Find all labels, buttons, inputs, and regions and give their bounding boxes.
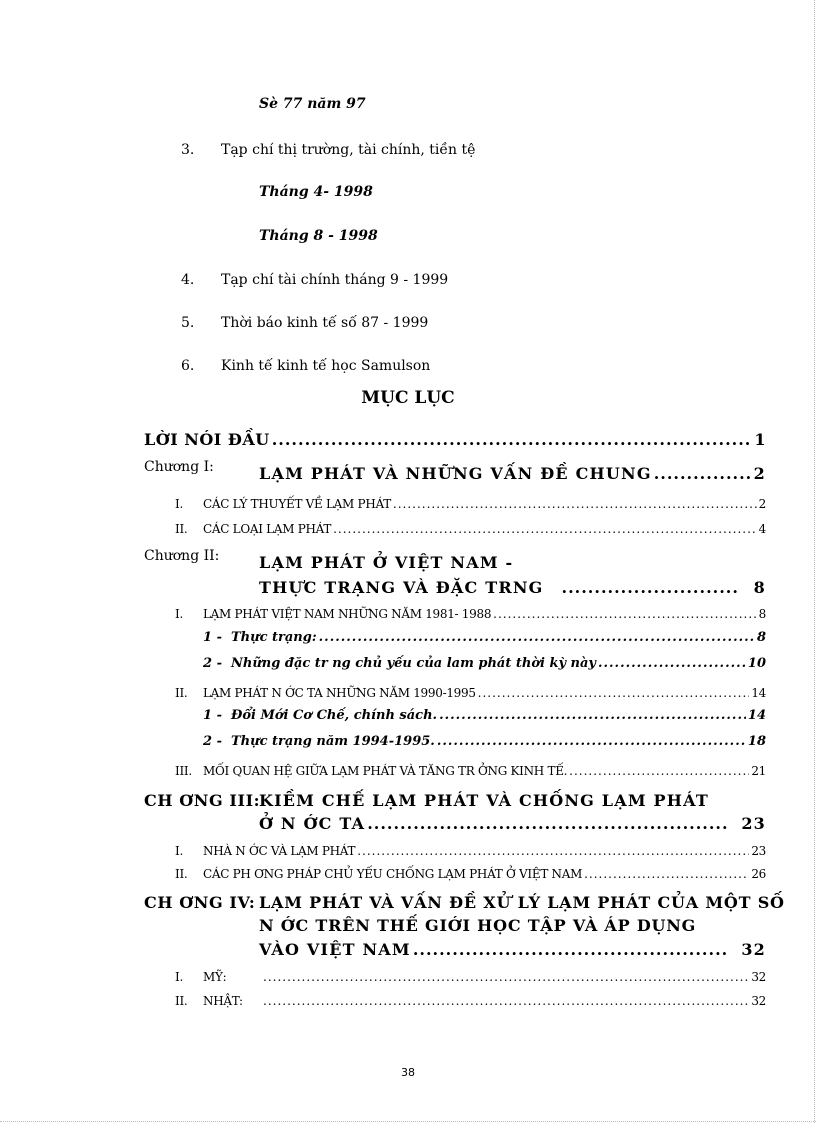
- section-number: II.: [175, 522, 188, 536]
- chapter-label: Chương II:: [144, 548, 220, 564]
- toc-page-number: 2: [753, 464, 766, 483]
- toc-leader-dots: [562, 578, 738, 597]
- toc-leader-dots: [263, 970, 749, 984]
- toc-subsection[interactable]: [231, 708, 766, 723]
- subsection-number: 1 -: [203, 630, 222, 645]
- toc-page-number: 32: [741, 940, 766, 959]
- section-title: CÁC PH ƠNG PHÁP CHỦ YẾU CHỐNG LẠM PHÁT Ở VIỆT NAM: [203, 867, 583, 881]
- toc-chapter-4[interactable]: [259, 940, 766, 959]
- toc-section[interactable]: [203, 607, 766, 621]
- toc-page-number: 21: [751, 764, 766, 778]
- chapter-title: LẠM PHÁT VÀ NHỮNG VẤN ĐỀ CHUNG: [259, 464, 652, 483]
- section-number: II.: [175, 686, 188, 700]
- subsection-number: 2 -: [203, 656, 222, 671]
- toc-leader-dots: [263, 994, 749, 1008]
- page-number: 38: [401, 1066, 415, 1079]
- toc-page-number: 8: [758, 607, 766, 621]
- toc-title: MỤC LỤC: [361, 388, 455, 408]
- toc-leader-dots: [319, 630, 755, 645]
- toc-page-number: 4: [758, 522, 766, 536]
- toc-leader-dots: [272, 430, 753, 449]
- toc-section[interactable]: [203, 844, 766, 858]
- toc-page-number: 10: [747, 656, 766, 671]
- section-number: II.: [175, 867, 188, 881]
- toc-leader-dots: [333, 522, 757, 536]
- toc-page-number: 8: [756, 630, 766, 645]
- section-title: MỐI QUAN HỆ GIỮA LẠM PHÁT VÀ TĂNG TR ỞNG KINH TẾ.: [203, 764, 568, 778]
- section-number: I.: [175, 497, 183, 511]
- section-title: NHẬT:: [203, 994, 243, 1008]
- section-title: MỸ:: [203, 970, 227, 984]
- chapter-title: Ở N ỚC TA: [259, 814, 366, 833]
- reference-text: Tạp chí thị trường, tài chính, tiền tệ: [221, 142, 476, 158]
- chapter-title: LẠM PHÁT VÀ VẤN ĐỀ XỬ LÝ LẠM PHÁT CỦA MỘT SỐ: [259, 893, 785, 912]
- section-title: LẠM PHÁT N ỚC TA NHỮNG NĂM 1990-1995: [203, 686, 476, 700]
- toc-page-number: 18: [747, 734, 766, 749]
- section-number: II.: [175, 994, 188, 1008]
- section-number: III.: [175, 764, 192, 778]
- toc-page-number: 1: [754, 430, 766, 449]
- reference-date: Tháng 4- 1998: [259, 184, 373, 200]
- chapter-label: Chương I:: [144, 459, 214, 475]
- toc-entry-intro[interactable]: [144, 430, 766, 449]
- reference-number: 5.: [181, 315, 195, 331]
- reference-text: Tạp chí tài chính tháng 9 - 1999: [221, 272, 449, 288]
- toc-leader-dots: [569, 764, 749, 778]
- toc-chapter-3[interactable]: [259, 814, 766, 833]
- toc-leader-dots: [598, 656, 746, 671]
- reference-date: Tháng 8 - 1998: [259, 228, 378, 244]
- toc-section[interactable]: [203, 522, 766, 536]
- subsection-number: 2 -: [203, 734, 222, 749]
- toc-page-number: 23: [751, 844, 766, 858]
- chapter-title: KIỀM CHẾ LẠM PHÁT VÀ CHỐNG LẠM PHÁT: [259, 791, 709, 810]
- chapter-title: THỰC TRẠNG VÀ ĐẶC TRNG: [259, 578, 544, 597]
- toc-chapter-2[interactable]: [259, 578, 766, 597]
- toc-section[interactable]: [261, 970, 766, 984]
- section-number: I.: [175, 970, 183, 984]
- section-title: CÁC LOẠI LẠM PHÁT: [203, 522, 332, 536]
- toc-page-number: 32: [751, 994, 766, 1008]
- chapter-title: N ỚC TRÊN THẾ GIỚI HỌC TẬP VÀ ÁP DỤNG: [259, 916, 697, 935]
- subsection-title: Thực trạng năm 1994-1995.: [231, 734, 435, 749]
- toc-subsection[interactable]: [231, 656, 766, 671]
- subsection-title: Thực trạng:: [231, 630, 317, 645]
- section-number: I.: [175, 844, 183, 858]
- chapter-label: CH ƠNG IV:: [144, 893, 256, 912]
- toc-section[interactable]: [261, 994, 766, 1008]
- toc-page-number: 14: [747, 708, 766, 723]
- reference-number: 4.: [181, 272, 195, 288]
- toc-leader-dots: [437, 734, 746, 749]
- toc-page-number: 2: [758, 497, 766, 511]
- toc-leader-dots: [393, 497, 757, 511]
- section-title: CÁC LÝ THUYẾT VỀ LẠM PHÁT: [203, 497, 391, 511]
- chapter-title: VÀO VIỆT NAM: [259, 940, 411, 959]
- toc-section[interactable]: [203, 686, 766, 700]
- toc-section[interactable]: [203, 497, 766, 511]
- toc-subsection[interactable]: [231, 630, 766, 645]
- toc-subsection[interactable]: [231, 734, 766, 749]
- toc-page-number: 26: [751, 867, 766, 881]
- toc-section[interactable]: [203, 764, 766, 778]
- reference-text: Kinh tế kinh tế học Samulson: [221, 358, 431, 374]
- toc-leader-dots: [357, 844, 749, 858]
- toc-leader-dots: [478, 686, 750, 700]
- section-title: NHÀ N ỚC VÀ LẠM PHÁT: [203, 844, 356, 858]
- reference-continuation: Sè 77 năm 97: [259, 96, 366, 112]
- subsection-number: 1 -: [203, 708, 222, 723]
- section-number: I.: [175, 607, 183, 621]
- chapter-title: LẠM PHÁT Ở VIỆT NAM -: [259, 553, 514, 572]
- toc-leader-dots: [367, 814, 729, 833]
- toc-page-number: 14: [751, 686, 766, 700]
- toc-leader-dots: [439, 708, 746, 723]
- chapter-label: CH ƠNG III:: [144, 791, 261, 810]
- reference-number: 6.: [181, 358, 195, 374]
- subsection-title: Những đặc tr ng chủ yếu của lam phát thời kỳ này: [231, 656, 596, 671]
- reference-text: Thời báo kinh tế số 87 - 1999: [221, 315, 429, 331]
- toc-section[interactable]: [203, 867, 766, 881]
- subsection-title: Đổi Mới Cơ Chế, chính sách.: [231, 708, 438, 723]
- toc-page-number: 23: [741, 814, 766, 833]
- reference-number: 3.: [181, 142, 195, 158]
- toc-leader-dots: [493, 607, 757, 621]
- toc-leader-dots: [654, 464, 752, 483]
- toc-leader-dots: [584, 867, 749, 881]
- toc-page-number: 32: [751, 970, 766, 984]
- section-title: LẠM PHÁT VIỆT NAM NHỮNG NĂM 1981- 1988: [203, 607, 492, 621]
- toc-entry-text: LỜI NÓI ĐẦU: [144, 430, 270, 449]
- toc-leader-dots: [413, 940, 730, 959]
- toc-page-number: 8: [753, 578, 766, 597]
- toc-chapter-1[interactable]: [259, 464, 766, 483]
